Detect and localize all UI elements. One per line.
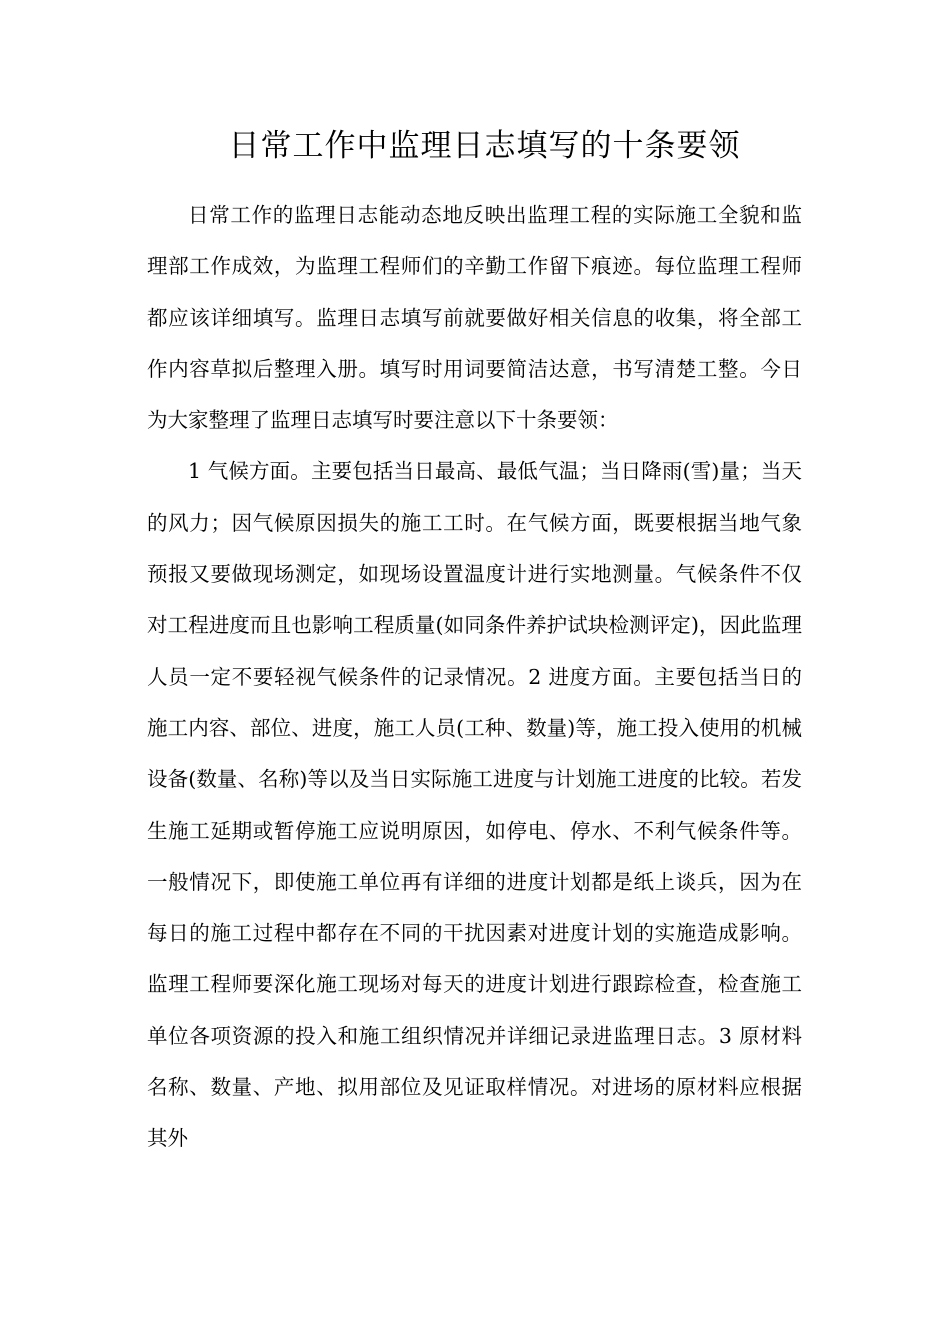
document-body	[147, 190, 802, 1165]
paragraph-intro: 日常工作的监理日志能动态地反映出监理工程的实际施工全貌和监理部工作成效，为监理工程师们的辛勤工作留下痕迹。每位监理工程师都应该详细填写。监理日志填写前就要做好相关信息的收集，将全部工作内容草拟后整理入册。填写时用词要简洁达意，书写清楚工整。今日为大家整理了监理日志填写时要注意以下十条要领：	[147, 203, 802, 433]
paragraph-points: 1 气候方面。主要包括当日最高、最低气温；当日降雨(雪)量；当天的风力；因气候原因损失的施工工时。在气候方面，既要根据当地气象预报又要做现场测定，如现场设置温度计进行实地测量。气候条件不仅对工程进度而且也影响工程质量(如同条件养护试块检测评定)，因此监理人员一定不要轻视气候条件的记录情况。2 进度方面。主要包括当日的施工内容、部位、进度，施工人员(工种、数量)等，施工投入使用的机械设备(数量、名称)等以及当日实际施工进度与计划施工进度的比较。若发生施工延期或暂停施工应说明原因，如停电、停水、不利气候条件等。一般情况下，即使施工单位再有详细的进度计划都是纸上谈兵，因为在每日的施工过程中都存在不同的干扰因素对进度计划的实施造成影响。监理工程师要深化施工现场对每天的进度计划进行跟踪检查，检查施工单位各项资源的投入和施工组织情况并详细记录进监理日志。3 原材料名称、数量、产地、拟用部位及见证取样情况。对进场的原材料应根据其外	[147, 459, 802, 1151]
document-title: 日常工作中监理日志填写的十条要领	[228, 128, 741, 164]
